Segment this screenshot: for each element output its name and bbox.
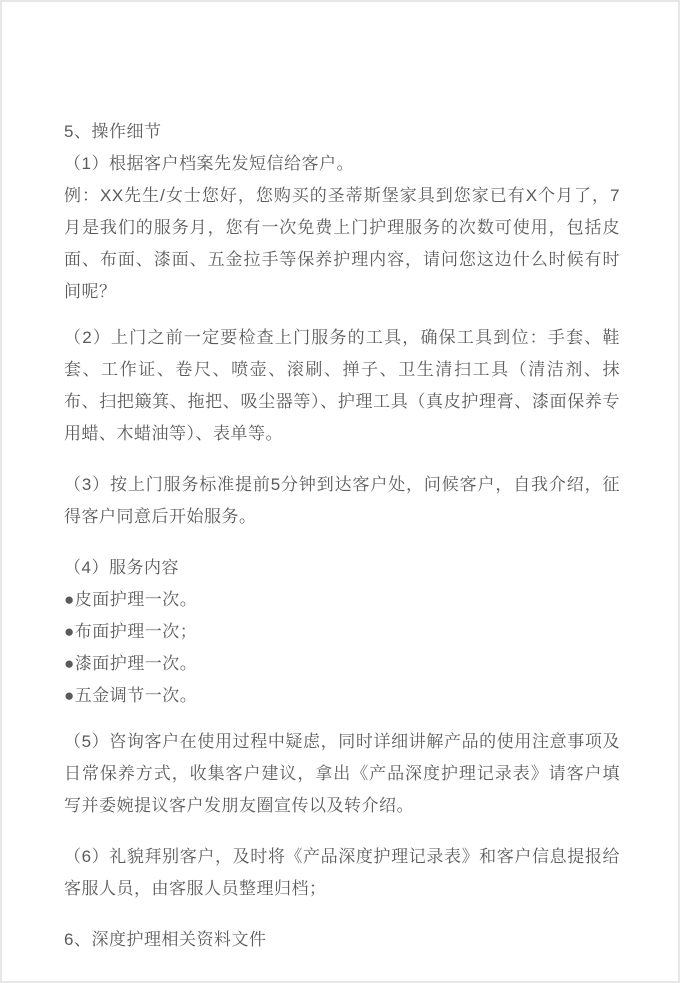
- section5-item6: （6）礼貌拜别客户，及时将《产品深度护理记录表》和客户信息提报给客服人员，由客服人员整理归档；: [64, 847, 620, 898]
- section5-heading: 5、操作细节: [64, 122, 162, 141]
- section5-item4-heading: （4）服务内容: [64, 558, 179, 577]
- service-list-item: ●漆面护理一次。: [64, 654, 198, 673]
- service-content-list: [64, 584, 620, 712]
- service-list-item: ●布面护理一次；: [64, 622, 198, 641]
- document-content: [2, 2, 678, 956]
- section5-item1: （1）根据客户档案先发短信给客户。: [64, 154, 354, 173]
- section6-heading: 6、深度护理相关资料文件: [64, 930, 267, 949]
- service-list-item: ●皮面护理一次。: [64, 590, 198, 609]
- section5-example: 例：XX先生/女士您好，您购买的圣蒂斯堡家具到您家已有X个月了，7月是我们的服务月，您有一次免费上门护理服务的次数可使用，包括皮面、布面、漆面、五金拉手等保养护理内容，请问您这边什么时候有时间呢？: [64, 186, 620, 301]
- service-list-item: ●五金调节一次。: [64, 686, 198, 705]
- section5-item2: （2）上门之前一定要检查上门服务的工具，确保工具到位：手套、鞋套、工作证、卷尺、喷壶、滚刷、掸子、卫生清扫工具（清洁剂、抹布、扫把簸箕、拖把、吸尘器等）、护理工具（真皮护理膏、漆面保养专用蜡、木蜡油等）、表单等。: [64, 328, 620, 443]
- section5-item5: （5）咨询客户在使用过程中疑虑，同时详细讲解产品的使用注意事项及日常保养方式，收集客户建议，拿出《产品深度护理记录表》请客户填写并委婉提议客户发朋友圈宣传以及转介绍。: [64, 732, 620, 815]
- section5-item3: （3）按上门服务标准提前5分钟到达客户处，问候客户，自我介绍，征得客户同意后开始服务。: [64, 475, 620, 526]
